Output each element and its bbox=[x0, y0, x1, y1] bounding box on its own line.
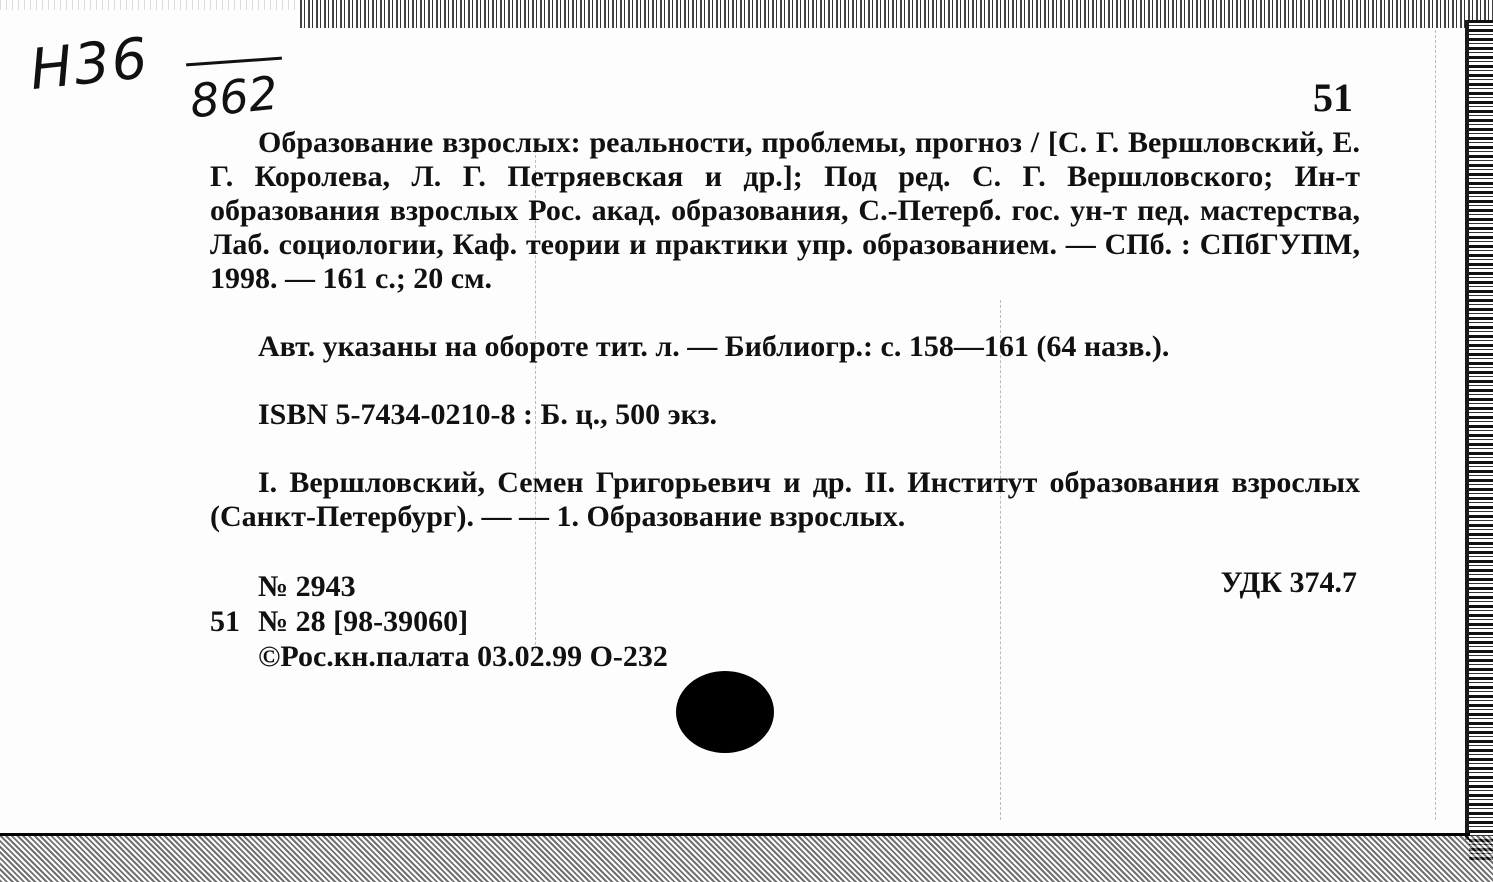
page-number: 51 bbox=[1313, 75, 1353, 120]
scan-top-edge bbox=[300, 0, 1493, 28]
bibliographic-description: Образование взрослых: реальности, проблемы, прогноз / [С. Г. Вершловский, Е. Г. Королева, Л. Г. Петряевская и др.]; Под ред. С. Г. Вершловского; Ин-т образования взрослых Рос. акад. образования, С.-Петерб. гос. ун-т пед. мастерства, Лаб. социологии, Каф. теории и практики упр. образованием. — СПб. : СПбГУПМ, 1998. — 161 с.; 20 см. bbox=[210, 126, 1360, 295]
registry-line-2: № 28 [98-39060] bbox=[258, 605, 469, 638]
isbn-line: ISBN 5-7434-0210-8 : Б. ц., 500 экз. bbox=[258, 398, 718, 431]
registry-prefix: 51 bbox=[210, 605, 240, 638]
scan-top-edge-fade bbox=[0, 0, 300, 10]
handwritten-shelfmark-sub: 862 bbox=[187, 65, 281, 129]
registry-number: № 2943 bbox=[258, 570, 356, 603]
handwritten-shelfmark: Н36 bbox=[26, 25, 153, 104]
scan-bottom-edge bbox=[0, 836, 1493, 882]
udk-code: УДК 374.7 bbox=[1220, 566, 1357, 599]
scan-artifact-line bbox=[1000, 300, 1002, 820]
handwritten-fraction-line bbox=[186, 57, 282, 67]
punch-hole bbox=[676, 671, 774, 753]
scan-right-edge bbox=[1469, 20, 1493, 860]
notes-paragraph: Авт. указаны на обороте тит. л. — Библиогр.: с. 158—161 (64 назв.). bbox=[258, 330, 1170, 363]
publisher-stamp-line: ©Рос.кн.палата 03.02.99 О-232 bbox=[258, 640, 668, 673]
scan-artifact-line bbox=[1435, 30, 1437, 820]
tracings-paragraph: I. Вершловский, Семен Григорьевич и др. II. Институт образования взрослых (Санкт-Петербург). — — 1. Образование взрослых. bbox=[210, 466, 1360, 533]
